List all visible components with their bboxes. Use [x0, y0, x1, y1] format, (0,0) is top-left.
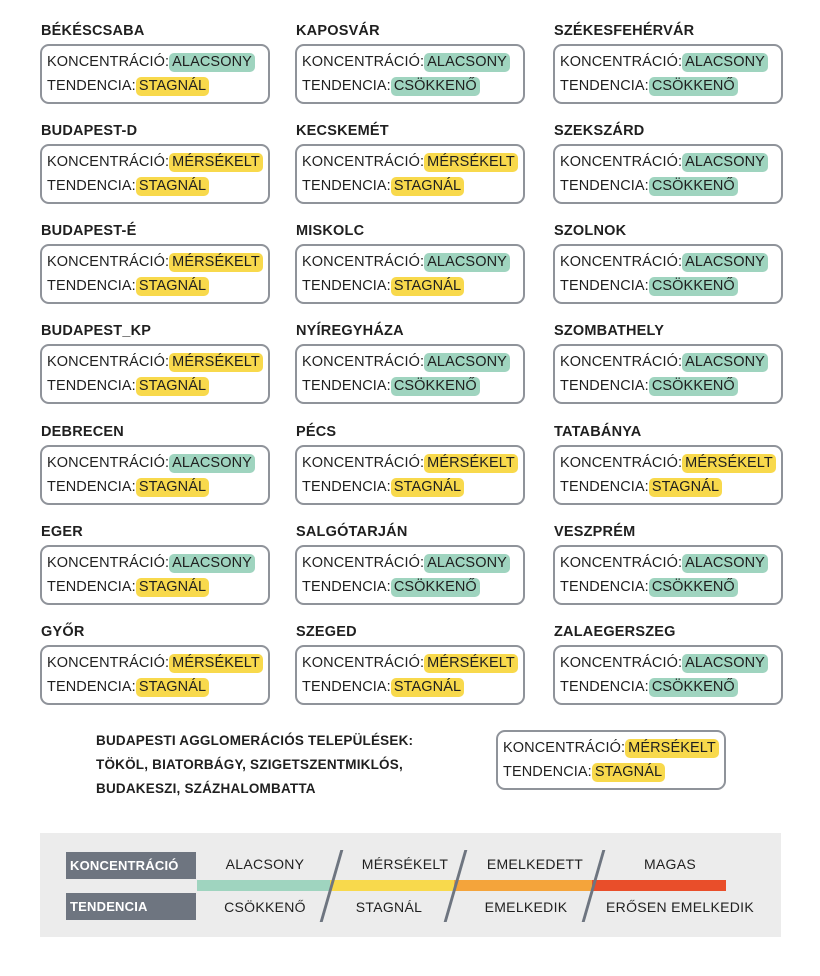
- concentration-badge: ALACSONY: [424, 53, 510, 72]
- trend-badge: STAGNÁL: [136, 478, 209, 497]
- trend-row: [560, 675, 781, 699]
- city-block: [553, 322, 785, 404]
- trend-badge: CSÖKKENŐ: [649, 77, 738, 96]
- concentration-badge: ALACSONY: [682, 53, 768, 72]
- concentration-label: KONCENTRÁCIÓ:: [302, 354, 425, 370]
- city-card: [553, 244, 783, 304]
- city-block: [553, 222, 785, 304]
- trend-label: TENDENCIA:: [302, 178, 391, 194]
- trend-row: [302, 274, 523, 298]
- city-name: SZEKSZÁRD: [554, 123, 645, 139]
- city-block: [40, 523, 272, 605]
- concentration-badge: ALACSONY: [682, 153, 768, 172]
- trend-row: [302, 675, 523, 699]
- trend-label: TENDENCIA:: [302, 679, 391, 695]
- concentration-label: KONCENTRÁCIÓ:: [302, 455, 425, 471]
- trend-row: [302, 74, 523, 98]
- concentration-label: KONCENTRÁCIÓ:: [47, 555, 170, 571]
- trend-row: [560, 274, 781, 298]
- city-name: NYÍREGYHÁZA: [296, 323, 404, 339]
- trend-badge: STAGNÁL: [136, 678, 209, 697]
- legend-trend-label: TENDENCIA: [66, 893, 196, 920]
- concentration-row: [503, 736, 724, 760]
- concentration-row: [560, 551, 781, 575]
- city-name: BÉKÉSCSABA: [41, 23, 145, 39]
- city-name: EGER: [41, 524, 83, 540]
- trend-row: [302, 575, 523, 599]
- city-name: DEBRECEN: [41, 424, 124, 440]
- concentration-row: [302, 250, 523, 274]
- trend-label: TENDENCIA:: [560, 178, 649, 194]
- trend-row: [302, 174, 523, 198]
- concentration-badge: MÉRSÉKELT: [424, 654, 518, 673]
- legend-trend-strongly-increasing: ERŐSEN EMELKEDIK: [606, 899, 754, 915]
- trend-badge: CSÖKKENŐ: [649, 678, 738, 697]
- agglomeration-towns-2: BUDAKESZI, SZÁZHALOMBATTA: [96, 781, 316, 796]
- concentration-label: KONCENTRÁCIÓ:: [560, 254, 683, 270]
- concentration-label: KONCENTRÁCIÓ:: [560, 54, 683, 70]
- city-card: [40, 344, 270, 404]
- trend-badge: STAGNÁL: [391, 177, 464, 196]
- concentration-row: [302, 50, 523, 74]
- concentration-label: KONCENTRÁCIÓ:: [47, 455, 170, 471]
- concentration-badge: ALACSONY: [682, 554, 768, 573]
- city-block: [553, 423, 785, 505]
- city-card: [553, 344, 783, 404]
- city-block: [40, 122, 272, 204]
- city-name: BUDAPEST-É: [41, 223, 137, 239]
- concentration-label: KONCENTRÁCIÓ:: [560, 354, 683, 370]
- trend-label: TENDENCIA:: [47, 579, 136, 595]
- trend-badge: CSÖKKENŐ: [649, 177, 738, 196]
- concentration-row: [560, 50, 781, 74]
- city-block: [40, 623, 272, 705]
- concentration-row: [302, 350, 523, 374]
- city-name: SALGÓTARJÁN: [296, 524, 408, 540]
- agglomeration-text: [96, 729, 476, 801]
- trend-badge: CSÖKKENŐ: [649, 377, 738, 396]
- city-card: [295, 645, 525, 705]
- trend-row: [302, 475, 523, 499]
- city-card: [40, 44, 270, 104]
- concentration-badge: MÉRSÉKELT: [169, 153, 263, 172]
- legend-concentration-label: KONCENTRÁCIÓ: [66, 852, 196, 879]
- concentration-row: [302, 651, 523, 675]
- trend-row: [560, 575, 781, 599]
- legend-concentration-moderate: MÉRSÉKELT: [361, 856, 449, 872]
- trend-row: [560, 374, 781, 398]
- city-card: [40, 445, 270, 505]
- city-name: KECSKEMÉT: [296, 123, 389, 139]
- legend-trend-increasing: EMELKEDIK: [484, 899, 568, 915]
- city-card: [295, 244, 525, 304]
- concentration-row: [47, 350, 268, 374]
- legend: [40, 833, 781, 937]
- city-card: [295, 445, 525, 505]
- concentration-label: KONCENTRÁCIÓ:: [560, 655, 683, 671]
- concentration-label: KONCENTRÁCIÓ:: [302, 555, 425, 571]
- legend-concentration-elevated: EMELKEDETT: [486, 856, 584, 872]
- concentration-row: [560, 250, 781, 274]
- concentration-badge: MÉRSÉKELT: [169, 654, 263, 673]
- trend-label: TENDENCIA:: [503, 764, 592, 780]
- concentration-badge: ALACSONY: [682, 353, 768, 372]
- concentration-row: [302, 451, 523, 475]
- trend-badge: STAGNÁL: [136, 578, 209, 597]
- trend-row: [560, 174, 781, 198]
- city-block: [40, 423, 272, 505]
- trend-label: TENDENCIA:: [47, 278, 136, 294]
- concentration-badge: MÉRSÉKELT: [682, 454, 776, 473]
- trend-row: [47, 575, 268, 599]
- trend-badge: CSÖKKENŐ: [649, 578, 738, 597]
- trend-badge: STAGNÁL: [136, 177, 209, 196]
- agglomeration-towns-1: TÖKÖL, BIATORBÁGY, SZIGETSZENTMIKLÓS,: [96, 757, 403, 772]
- trend-badge: STAGNÁL: [136, 377, 209, 396]
- city-block: [295, 423, 527, 505]
- trend-row: [47, 74, 268, 98]
- city-block: [295, 222, 527, 304]
- concentration-label: KONCENTRÁCIÓ:: [302, 154, 425, 170]
- legend-bar-low: [197, 880, 336, 891]
- concentration-badge: ALACSONY: [169, 554, 255, 573]
- city-name: TATABÁNYA: [554, 424, 642, 440]
- city-card: [40, 645, 270, 705]
- trend-row: [302, 374, 523, 398]
- concentration-label: KONCENTRÁCIÓ:: [560, 455, 683, 471]
- city-block: [553, 523, 785, 605]
- legend-bar-elevated: [454, 880, 598, 891]
- city-block: [553, 22, 785, 104]
- concentration-row: [302, 150, 523, 174]
- concentration-badge: ALACSONY: [424, 554, 510, 573]
- concentration-row: [47, 50, 268, 74]
- concentration-badge: MÉRSÉKELT: [169, 253, 263, 272]
- concentration-row: [560, 350, 781, 374]
- trend-row: [47, 675, 268, 699]
- trend-badge: STAGNÁL: [649, 478, 722, 497]
- trend-label: TENDENCIA:: [47, 178, 136, 194]
- concentration-row: [47, 451, 268, 475]
- city-name: SZÉKESFEHÉRVÁR: [554, 23, 695, 39]
- concentration-badge: ALACSONY: [682, 253, 768, 272]
- concentration-badge: MÉRSÉKELT: [424, 454, 518, 473]
- city-name: MISKOLC: [296, 223, 365, 239]
- trend-label: TENDENCIA:: [47, 78, 136, 94]
- trend-badge: STAGNÁL: [391, 678, 464, 697]
- trend-label: TENDENCIA:: [47, 679, 136, 695]
- concentration-label: KONCENTRÁCIÓ:: [302, 54, 425, 70]
- trend-label: TENDENCIA:: [560, 479, 649, 495]
- trend-row: [47, 274, 268, 298]
- city-block: [40, 322, 272, 404]
- concentration-row: [560, 451, 781, 475]
- city-card: [295, 144, 525, 204]
- city-block: [295, 523, 527, 605]
- city-block: [295, 623, 527, 705]
- trend-badge: STAGNÁL: [391, 277, 464, 296]
- trend-row: [47, 475, 268, 499]
- legend-concentration-high: MAGAS: [643, 856, 697, 872]
- trend-label: TENDENCIA:: [302, 278, 391, 294]
- concentration-badge: ALACSONY: [424, 253, 510, 272]
- trend-badge: STAGNÁL: [391, 478, 464, 497]
- concentration-badge: ALACSONY: [169, 454, 255, 473]
- legend-concentration-low: ALACSONY: [225, 856, 305, 872]
- city-name: ZALAEGERSZEG: [554, 624, 676, 640]
- concentration-label: KONCENTRÁCIÓ:: [47, 354, 170, 370]
- concentration-row: [47, 651, 268, 675]
- trend-badge: CSÖKKENŐ: [391, 77, 480, 96]
- trend-label: TENDENCIA:: [47, 479, 136, 495]
- concentration-label: KONCENTRÁCIÓ:: [47, 655, 170, 671]
- trend-label: TENDENCIA:: [560, 579, 649, 595]
- trend-label: TENDENCIA:: [560, 679, 649, 695]
- trend-row: [503, 760, 724, 784]
- concentration-label: KONCENTRÁCIÓ:: [302, 254, 425, 270]
- trend-label: TENDENCIA:: [560, 278, 649, 294]
- concentration-label: KONCENTRÁCIÓ:: [47, 54, 170, 70]
- concentration-badge: MÉRSÉKELT: [424, 153, 518, 172]
- agglomeration-card: [496, 730, 726, 790]
- city-name: VESZPRÉM: [554, 524, 636, 540]
- city-card: [40, 144, 270, 204]
- trend-badge: CSÖKKENŐ: [649, 277, 738, 296]
- trend-badge: CSÖKKENŐ: [391, 578, 480, 597]
- city-name: BUDAPEST_KP: [41, 323, 152, 339]
- concentration-badge: ALACSONY: [424, 353, 510, 372]
- trend-label: TENDENCIA:: [302, 579, 391, 595]
- legend-trend-stagnant: STAGNÁL: [355, 899, 423, 915]
- trend-label: TENDENCIA:: [302, 479, 391, 495]
- city-name: KAPOSVÁR: [296, 23, 380, 39]
- trend-label: TENDENCIA:: [560, 78, 649, 94]
- agglomeration-title: BUDAPESTI AGGLOMERÁCIÓS TELEPÜLÉSEK:: [96, 733, 414, 748]
- concentration-label: KONCENTRÁCIÓ:: [560, 154, 683, 170]
- concentration-badge: ALACSONY: [682, 654, 768, 673]
- city-name: GYŐR: [41, 624, 85, 640]
- city-card: [40, 244, 270, 304]
- concentration-badge: MÉRSÉKELT: [625, 739, 719, 758]
- city-block: [553, 623, 785, 705]
- city-name: SZEGED: [296, 624, 357, 640]
- city-block: [40, 222, 272, 304]
- city-card: [553, 445, 783, 505]
- city-block: [295, 22, 527, 104]
- city-card: [553, 545, 783, 605]
- concentration-row: [47, 250, 268, 274]
- concentration-row: [560, 150, 781, 174]
- city-card: [553, 144, 783, 204]
- concentration-label: KONCENTRÁCIÓ:: [47, 254, 170, 270]
- city-block: [295, 322, 527, 404]
- trend-badge: CSÖKKENŐ: [391, 377, 480, 396]
- trend-badge: STAGNÁL: [592, 763, 665, 782]
- trend-row: [560, 475, 781, 499]
- concentration-row: [302, 551, 523, 575]
- city-name: PÉCS: [296, 424, 337, 440]
- city-card: [295, 545, 525, 605]
- concentration-label: KONCENTRÁCIÓ:: [47, 154, 170, 170]
- trend-label: TENDENCIA:: [47, 378, 136, 394]
- legend-trend-decreasing: CSÖKKENŐ: [224, 899, 306, 915]
- trend-label: TENDENCIA:: [560, 378, 649, 394]
- city-name: SZOLNOK: [554, 223, 627, 239]
- concentration-label: KONCENTRÁCIÓ:: [302, 655, 425, 671]
- city-card: [40, 545, 270, 605]
- trend-badge: STAGNÁL: [136, 77, 209, 96]
- city-card: [295, 44, 525, 104]
- city-name: SZOMBATHELY: [554, 323, 665, 339]
- concentration-row: [47, 551, 268, 575]
- legend-bar-high: [592, 880, 726, 891]
- trend-row: [47, 174, 268, 198]
- legend-bar-moderate: [330, 880, 460, 891]
- city-card: [295, 344, 525, 404]
- trend-label: TENDENCIA:: [302, 78, 391, 94]
- concentration-row: [560, 651, 781, 675]
- trend-badge: STAGNÁL: [136, 277, 209, 296]
- concentration-row: [47, 150, 268, 174]
- city-name: BUDAPEST-D: [41, 123, 138, 139]
- trend-row: [560, 74, 781, 98]
- trend-row: [47, 374, 268, 398]
- city-block: [295, 122, 527, 204]
- concentration-badge: MÉRSÉKELT: [169, 353, 263, 372]
- city-block: [553, 122, 785, 204]
- city-card: [553, 44, 783, 104]
- concentration-label: KONCENTRÁCIÓ:: [503, 740, 626, 756]
- city-card: [553, 645, 783, 705]
- concentration-badge: ALACSONY: [169, 53, 255, 72]
- trend-label: TENDENCIA:: [302, 378, 391, 394]
- city-block: [40, 22, 272, 104]
- concentration-label: KONCENTRÁCIÓ:: [560, 555, 683, 571]
